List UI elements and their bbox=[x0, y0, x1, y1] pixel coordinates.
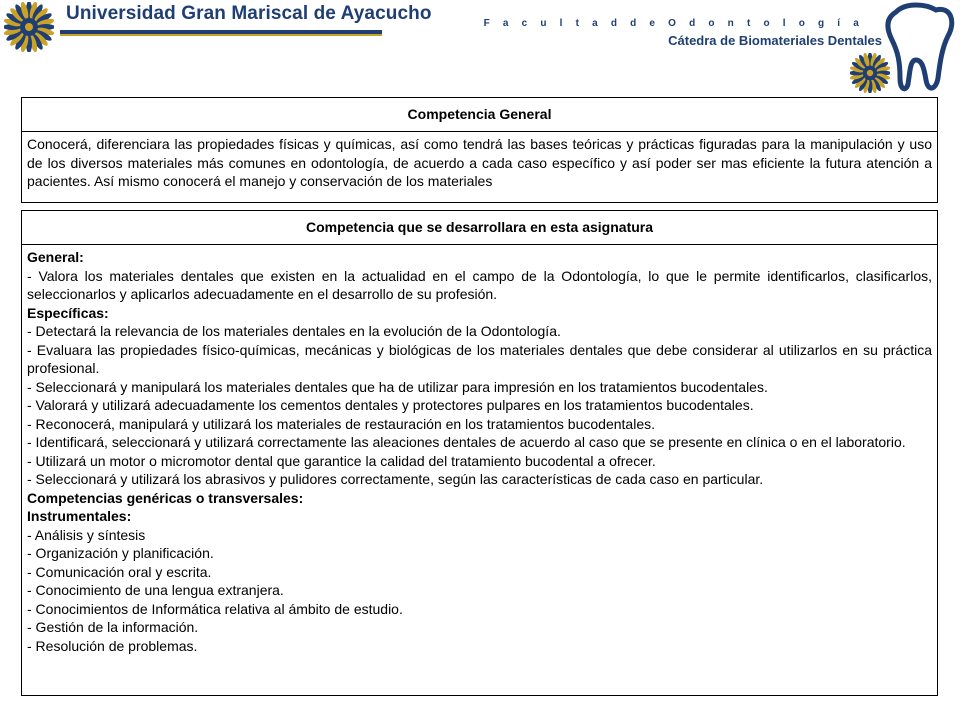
university-logo-icon bbox=[4, 2, 54, 52]
general-competence-box bbox=[21, 97, 938, 203]
competence-item: - Conocimiento de una lengua extranjera. bbox=[27, 582, 284, 598]
faculty-logo-icon bbox=[850, 53, 890, 93]
section-heading: Instrumentales: bbox=[27, 508, 132, 524]
header-divider bbox=[60, 30, 382, 36]
competence-item: - Identificará, seleccionará y utilizará correctamente las aleaciones dentales de acuerdo al caso que se presente en clínica o en el laboratorio. bbox=[27, 434, 906, 450]
subject-competence-title: Competencia que se desarrollara en esta asignatura bbox=[22, 211, 937, 245]
competence-item: - Conocimientos de Informática relativa al ámbito de estudio. bbox=[27, 600, 403, 617]
competence-item: - Utilizará un motor o micromotor dental que garantice la calidad del tratamiento bucodental a ofrecer. bbox=[27, 452, 656, 469]
competence-item: - Comunicación oral y escrita. bbox=[27, 563, 212, 580]
competence-item: - Resolución de problemas. bbox=[27, 637, 198, 654]
general-competence-text: Conocerá, diferenciara las propiedades físicas y químicas, así como tendrá las bases teóricas y prácticas figuradas para la manipulación y uso de los diversos materiales más comunes en odontología, de acuerdo a cada caso específico y así poder ser mas eficiente la futura atención a pacientes. Así mismo conocerá el manejo y conservación de los materiales bbox=[27, 136, 932, 189]
section-heading: Competencias genéricas o transversales: bbox=[27, 489, 304, 506]
section-heading: General: bbox=[27, 249, 84, 265]
section-heading: Específicas: bbox=[27, 304, 109, 321]
competence-item: - Valorará y utilizará adecuadamente los cementos dentales y protectores pulpares en los tratamientos bucodentales. bbox=[27, 397, 754, 413]
university-name: Universidad Gran Mariscal de Ayacucho bbox=[66, 3, 432, 24]
subject-competence-box bbox=[21, 210, 938, 696]
competence-item: - Seleccionará y utilizará los abrasivos y pulidores correctamente, según las características de cada caso en particular. bbox=[27, 471, 764, 487]
competence-item: - Gestión de la información. bbox=[27, 619, 199, 635]
competence-item: - Análisis y síntesis bbox=[27, 526, 146, 543]
competence-item: - Detectará la relevancia de los materiales dentales en la evolución de la Odontología. bbox=[27, 323, 561, 339]
general-competence-title: Competencia General bbox=[22, 98, 937, 132]
faculty-name: F a c u l t a d d e O d o n t o l o g í a bbox=[483, 18, 864, 29]
chair-name: Cátedra de Biomateriales Dentales bbox=[668, 33, 882, 48]
competence-item: - Valora los materiales dentales que existen en la actualidad en el campo de la Odontología, lo que le permite identificarlos, clasificarlos, seleccionarlos y aplicarlos adecuadamente en el desarrollo de su profesión. bbox=[27, 267, 932, 302]
subject-competence-body bbox=[22, 245, 937, 655]
competence-item: - Organización y planificación. bbox=[27, 545, 214, 561]
page-header bbox=[0, 0, 960, 95]
competence-item: - Seleccionará y manipulará los materiales dentales que ha de utilizar para impresión en los tratamientos bucodentales. bbox=[27, 378, 768, 395]
competence-item: - Reconocerá, manipulará y utilizará los materiales de restauración en los tratamientos bucodentales. bbox=[27, 415, 655, 432]
competence-item: - Evaluara las propiedades físico-químicas, mecánicas y biológicas de los materiales dentales que debe considerar al utilizarlos en su práctica profesional. bbox=[27, 341, 932, 376]
